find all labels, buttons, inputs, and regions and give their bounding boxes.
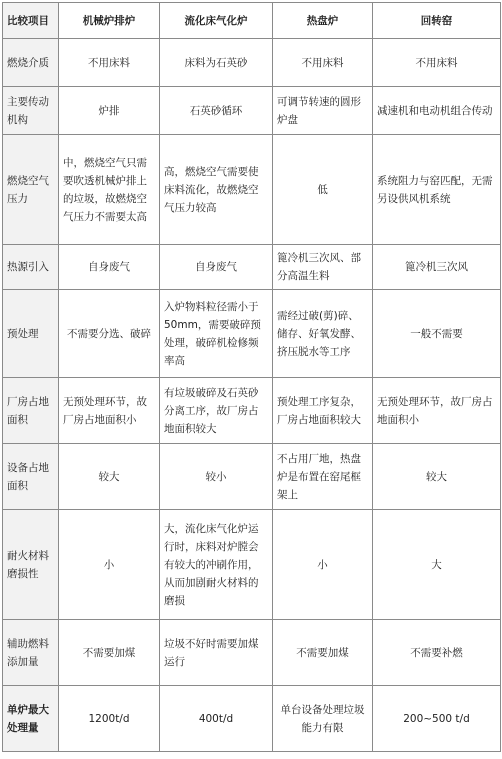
table-cell: 不需要补燃: [373, 620, 501, 686]
table-cell: 床料为石英砂: [160, 39, 273, 87]
table-cell: 不用床料: [59, 39, 160, 87]
header-cell-item: 比较项目: [3, 3, 59, 39]
table-cell: 炉排: [59, 87, 160, 135]
table-cell: 篦冷机三次风、部分高温生料: [273, 245, 373, 290]
table-cell: 不需要分选、破碎: [59, 290, 160, 378]
table-cell: 不需要加煤: [273, 620, 373, 686]
table-cell: 400t/d: [160, 686, 273, 752]
row-label: 设备占地面积: [3, 444, 59, 510]
table-cell: 大，流化床气化炉运行时，床料对炉膛会有较大的冲刷作用，从而加剧耐火材料的磨损: [160, 510, 273, 620]
row-label: 燃烧介质: [3, 39, 59, 87]
table-cell: 不需要加煤: [59, 620, 160, 686]
table-cell: 不占用厂地，热盘炉是布置在窑尾框架上: [273, 444, 373, 510]
table-cell: 无预处理环节，故厂房占地面积小: [373, 378, 501, 444]
table-cell: 低: [273, 135, 373, 245]
header-cell-fluidized-bed: 流化床气化炉: [160, 3, 273, 39]
table-cell: 不用床料: [373, 39, 501, 87]
table-row: [3, 510, 501, 620]
row-label: 燃烧空气压力: [3, 135, 59, 245]
row-label: 预处理: [3, 290, 59, 378]
table-cell: 入炉物料粒径需小于50mm，需要破碎预处理，破碎机检修频率高: [160, 290, 273, 378]
table-row: [3, 245, 501, 290]
table-cell: 不用床料: [273, 39, 373, 87]
table-cell: 可调节转速的圆形炉盘: [273, 87, 373, 135]
table-row: [3, 135, 501, 245]
row-label: 主要传动机构: [3, 87, 59, 135]
header-cell-rotary-kiln: 回转窑: [373, 3, 501, 39]
table-row: [3, 39, 501, 87]
comparison-table: [2, 2, 501, 752]
table-cell: 高，燃烧空气需要使床料流化，故燃烧空气压力较高: [160, 135, 273, 245]
table-cell: 自身废气: [59, 245, 160, 290]
table-cell: 1200t/d: [59, 686, 160, 752]
table-cell: 较大: [59, 444, 160, 510]
table-cell: 有垃圾破碎及石英砂分离工序，故厂房占地面积较大: [160, 378, 273, 444]
table-cell: 中，燃烧空气只需要吹透机械炉排上的垃圾，故燃烧空气压力不需要太高: [59, 135, 160, 245]
table-cell: 石英砂循环: [160, 87, 273, 135]
row-label: 热源引入: [3, 245, 59, 290]
table-cell: 小: [59, 510, 160, 620]
table-cell: 系统阻力与窑匹配，无需另设供风机系统: [373, 135, 501, 245]
header-cell-hot-disc: 热盘炉: [273, 3, 373, 39]
table-cell: 减速机和电动机组合传动: [373, 87, 501, 135]
table-row: [3, 686, 501, 752]
table-row: [3, 444, 501, 510]
table-cell: 较小: [160, 444, 273, 510]
table-row: [3, 378, 501, 444]
row-label: 单炉最大处理量: [3, 686, 59, 752]
row-label: 耐火材料磨损性: [3, 510, 59, 620]
table-cell: 需经过破(剪)碎、储存、好氧发酵、挤压脱水等工序: [273, 290, 373, 378]
table-row: [3, 290, 501, 378]
table-cell: 篦冷机三次风: [373, 245, 501, 290]
table-cell: 一般不需要: [373, 290, 501, 378]
table-cell: 自身废气: [160, 245, 273, 290]
row-label: 厂房占地面积: [3, 378, 59, 444]
table-cell: 较大: [373, 444, 501, 510]
table-row: [3, 87, 501, 135]
header-row: [3, 3, 501, 39]
table-cell: 垃圾不好时需要加煤运行: [160, 620, 273, 686]
table-cell: 200~500 t/d: [373, 686, 501, 752]
table-cell: 预处理工序复杂，厂房占地面积较大: [273, 378, 373, 444]
table-cell: 大: [373, 510, 501, 620]
header-cell-grate-furnace: 机械炉排炉: [59, 3, 160, 39]
table-cell: 小: [273, 510, 373, 620]
row-label: 辅助燃料添加量: [3, 620, 59, 686]
table-cell: 单台设备处理垃圾能力有限: [273, 686, 373, 752]
table-cell: 无预处理环节，故厂房占地面积小: [59, 378, 160, 444]
table-row: [3, 620, 501, 686]
